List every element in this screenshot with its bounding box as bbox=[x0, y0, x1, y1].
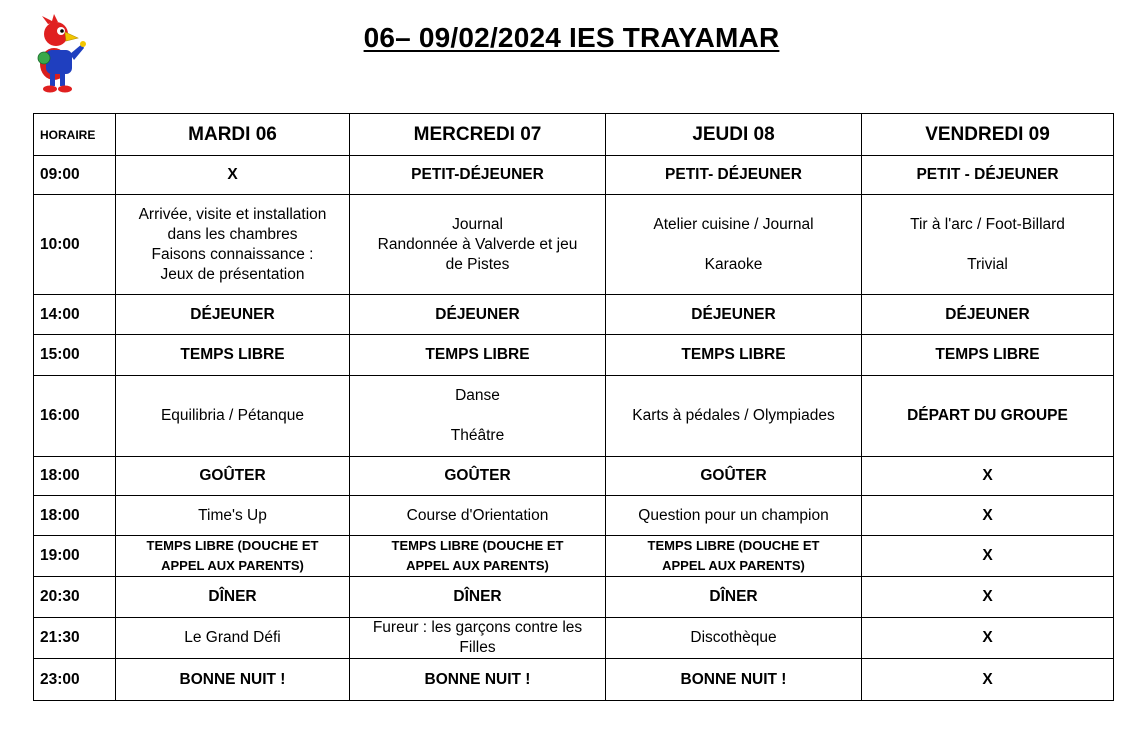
table-row bbox=[34, 536, 1114, 577]
schedule-cell: TEMPS LIBRE bbox=[862, 335, 1114, 376]
schedule-cell: Equilibria / Pétanque bbox=[116, 376, 350, 457]
schedule-cell bbox=[350, 618, 606, 659]
table-row bbox=[34, 577, 1114, 618]
schedule-cell: Discothèque bbox=[606, 618, 862, 659]
cell-line: Journal bbox=[452, 215, 503, 233]
time-cell: 21:30 bbox=[34, 618, 116, 659]
schedule-cell: DÉJEUNER bbox=[606, 295, 862, 335]
schedule-cell: X bbox=[862, 457, 1114, 496]
cell-line: Fureur : les garçons contre les bbox=[372, 619, 583, 636]
cell-line: APPEL AUX PARENTS) bbox=[662, 558, 805, 573]
schedule-cell: X bbox=[862, 536, 1114, 577]
schedule-cell: PETIT- DÉJEUNER bbox=[606, 156, 862, 195]
header-day: VENDREDI 09 bbox=[862, 114, 1114, 156]
table-row bbox=[34, 659, 1114, 701]
schedule-cell bbox=[116, 195, 350, 295]
schedule-cell: PETIT-DÉJEUNER bbox=[350, 156, 606, 195]
table-row bbox=[34, 618, 1114, 659]
cell-line: Théâtre bbox=[450, 427, 505, 444]
time-cell: 19:00 bbox=[34, 536, 116, 577]
cell-line: TEMPS LIBRE (DOUCHE ET bbox=[647, 538, 820, 553]
schedule-cell: X bbox=[862, 496, 1114, 536]
cell-line: Jeux de présentation bbox=[160, 265, 305, 283]
time-cell: 09:00 bbox=[34, 156, 116, 195]
header-day: JEUDI 08 bbox=[606, 114, 862, 156]
header-row bbox=[34, 114, 1114, 156]
cell-line: Karaoke bbox=[704, 255, 763, 273]
schedule-cell: DÉJEUNER bbox=[862, 295, 1114, 335]
schedule-cell bbox=[116, 536, 350, 577]
schedule-cell: GOÛTER bbox=[116, 457, 350, 496]
page-title: 06– 09/02/2024 IES TRAYAMAR bbox=[363, 22, 780, 53]
cell-line: APPEL AUX PARENTS) bbox=[161, 558, 304, 573]
header-horaire: HORAIRE bbox=[34, 114, 116, 156]
schedule-cell: PETIT - DÉJEUNER bbox=[862, 156, 1114, 195]
time-cell: 10:00 bbox=[34, 195, 116, 295]
cell-line: Trivial bbox=[967, 255, 1008, 273]
table-row bbox=[34, 156, 1114, 195]
schedule-cell: TEMPS LIBRE bbox=[606, 335, 862, 376]
cell-line: APPEL AUX PARENTS) bbox=[406, 558, 549, 573]
cell-line bbox=[866, 235, 1109, 255]
schedule-cell: BONNE NUIT ! bbox=[350, 659, 606, 701]
table-row bbox=[34, 295, 1114, 335]
header-day: MERCREDI 07 bbox=[350, 114, 606, 156]
table-row bbox=[34, 376, 1114, 457]
cell-line: de Pistes bbox=[445, 255, 510, 273]
schedule-cell bbox=[606, 536, 862, 577]
cell-line: Tir à l'arc / Foot-Billard bbox=[910, 215, 1065, 233]
schedule-cell bbox=[350, 536, 606, 577]
schedule-cell: DÎNER bbox=[350, 577, 606, 618]
schedule-cell: DÎNER bbox=[606, 577, 862, 618]
cell-line: dans les chambres bbox=[167, 225, 298, 243]
time-cell: 23:00 bbox=[34, 659, 116, 701]
cell-line: Filles bbox=[459, 639, 496, 656]
table-row bbox=[34, 457, 1114, 496]
time-cell: 15:00 bbox=[34, 335, 116, 376]
schedule-cell: GOÛTER bbox=[350, 457, 606, 496]
cell-line: Arrivée, visite et installation bbox=[138, 205, 327, 223]
time-cell: 16:00 bbox=[34, 376, 116, 457]
cell-line: Atelier cuisine / Journal bbox=[653, 215, 814, 233]
schedule-cell bbox=[350, 376, 606, 457]
time-cell: 20:30 bbox=[34, 577, 116, 618]
schedule-cell: Karts à pédales / Olympiades bbox=[606, 376, 862, 457]
schedule-cell: BONNE NUIT ! bbox=[116, 659, 350, 701]
schedule-cell: TEMPS LIBRE bbox=[350, 335, 606, 376]
header-day: MARDI 06 bbox=[116, 114, 350, 156]
time-cell: 18:00 bbox=[34, 496, 116, 536]
schedule-cell: X bbox=[862, 577, 1114, 618]
schedule-cell: X bbox=[862, 618, 1114, 659]
schedule-cell bbox=[350, 195, 606, 295]
cell-line: Danse bbox=[455, 387, 500, 404]
schedule-cell: Course d'Orientation bbox=[350, 496, 606, 536]
schedule-cell: TEMPS LIBRE bbox=[116, 335, 350, 376]
schedule-cell: BONNE NUIT ! bbox=[606, 659, 862, 701]
table-row bbox=[34, 195, 1114, 295]
schedule-cell: Question pour un champion bbox=[606, 496, 862, 536]
schedule-cell: DÎNER bbox=[116, 577, 350, 618]
schedule-cell: DÉJEUNER bbox=[350, 295, 606, 335]
schedule-cell: GOÛTER bbox=[606, 457, 862, 496]
schedule-cell: Le Grand Défi bbox=[116, 618, 350, 659]
schedule-cell: DÉPART DU GROUPE bbox=[862, 376, 1114, 457]
schedule-cell: DÉJEUNER bbox=[116, 295, 350, 335]
table-row bbox=[34, 496, 1114, 536]
time-cell: 14:00 bbox=[34, 295, 116, 335]
cell-line: Faisons connaissance : bbox=[151, 245, 314, 263]
schedule-table bbox=[33, 113, 1114, 701]
schedule-cell bbox=[862, 195, 1114, 295]
schedule-cell: X bbox=[862, 659, 1114, 701]
table-row bbox=[34, 335, 1114, 376]
schedule-cell: X bbox=[116, 156, 350, 195]
schedule-cell: Time's Up bbox=[116, 496, 350, 536]
cell-line: TEMPS LIBRE (DOUCHE ET bbox=[391, 538, 564, 553]
cell-line: Randonnée à Valverde et jeu bbox=[377, 235, 578, 253]
cell-line: TEMPS LIBRE (DOUCHE ET bbox=[146, 538, 319, 553]
time-cell: 18:00 bbox=[34, 457, 116, 496]
schedule-cell bbox=[606, 195, 862, 295]
cell-line bbox=[354, 406, 601, 426]
cell-line bbox=[610, 235, 857, 255]
